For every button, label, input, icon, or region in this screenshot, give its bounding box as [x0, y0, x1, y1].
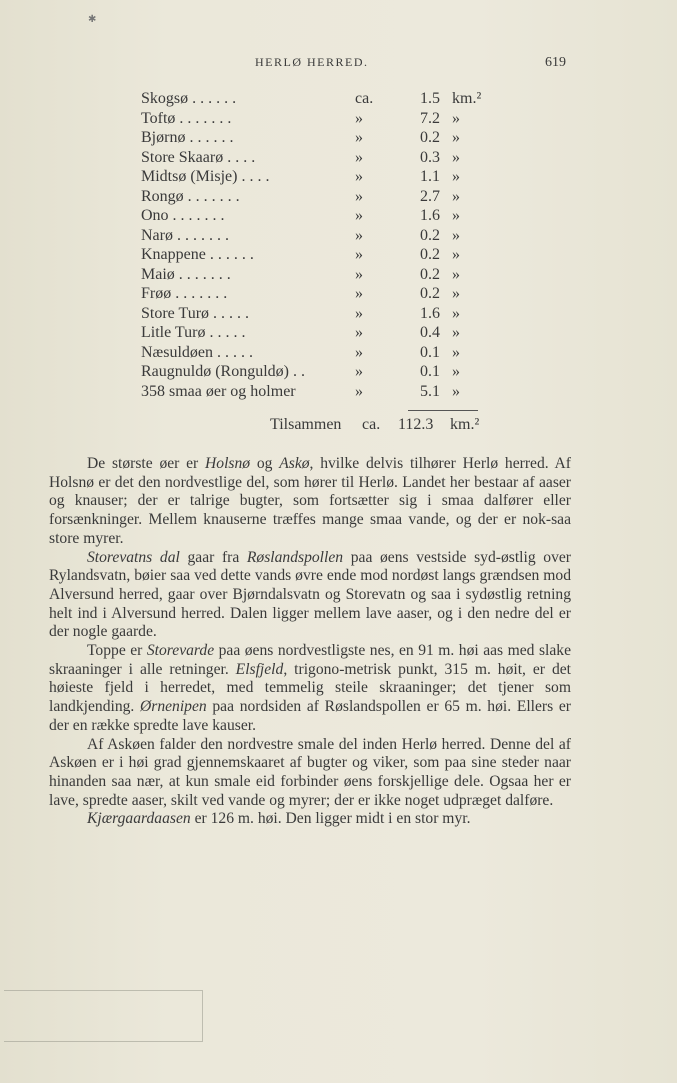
island-row: [0, 129, 677, 149]
island-unit: km.²: [452, 90, 482, 107]
paragraph-text: , trigono-metrisk punkt, 315 m. høit, er det høieste fjeld i herredet, med temmelig steile skraaninger; det tjener som landkjending.: [49, 660, 571, 716]
island-row: [0, 266, 677, 286]
island-row: [0, 383, 677, 403]
island-row: [0, 188, 677, 208]
paragraph-text: paa nordsiden af Røslandspollen er 65 m. høi. Ellers er der en række spredte lave kauser.: [49, 698, 571, 734]
island-area: 0.1: [420, 343, 440, 361]
island-unit: »: [452, 265, 460, 283]
island-area: 0.2: [420, 246, 440, 263]
paragraph-text: paa øens vestside syd-østlig over Rylandsvatn, bøier saa ved dette vands øvre ende mod nordøst langs grændsen mod Alversund herred, gaar over Bjørndalsvatn og Storevatn og saa i sydøstlig retning helt ind i Alversund herred. Dalen ligger mellem lave aaser, og i den nedre del er der nogle gaarde.: [49, 548, 571, 641]
island-area-table: [0, 90, 677, 402]
paragraph-text: Toppe er: [87, 642, 147, 660]
island-unit: »: [452, 246, 460, 263]
island-area: 0.2: [420, 285, 440, 302]
island-ca: »: [355, 168, 363, 185]
paragraph-text: De største øer er: [87, 455, 206, 472]
paragraph: [49, 642, 571, 736]
island-name: Store Skaarø . . . .: [141, 148, 256, 166]
island-name: Maiø . . . . . . .: [141, 265, 231, 283]
island-name: Midtsø (Misje) . . . .: [141, 168, 270, 185]
island-row: [0, 110, 677, 130]
island-area: 0.2: [420, 129, 440, 146]
island-row: [0, 246, 677, 266]
island-area: 0.3: [420, 148, 440, 166]
island-area: 1.5: [420, 90, 440, 107]
island-ca: »: [355, 285, 363, 302]
place-name: Kjærgaardaasen: [87, 810, 191, 828]
body-text: [49, 455, 571, 829]
island-unit: »: [452, 226, 460, 244]
island-name: Bjørnø . . . . . .: [141, 129, 234, 146]
paragraph: [49, 549, 571, 643]
island-unit: »: [452, 343, 460, 361]
island-area: 7.2: [420, 109, 440, 127]
island-area: 0.4: [420, 324, 440, 341]
island-row: [0, 168, 677, 188]
paragraph: [49, 736, 571, 811]
island-name: Knappene . . . . . .: [141, 246, 254, 263]
island-row: [0, 324, 677, 344]
place-name: Ørnenipen: [140, 698, 207, 716]
paragraph-text: er 126 m. høi. Den ligger midt i en stor myr.: [190, 810, 471, 828]
island-ca: »: [355, 343, 363, 361]
paragraph-text: og: [250, 455, 280, 472]
island-area: 2.7: [420, 187, 440, 205]
place-name: Storevarde: [146, 642, 215, 660]
island-unit: »: [452, 187, 460, 205]
island-area: 0.1: [420, 363, 440, 380]
island-ca: ca.: [355, 90, 374, 107]
island-area: 1.6: [420, 207, 440, 224]
place-name: Holsnø: [205, 455, 251, 472]
island-ca: »: [355, 324, 363, 341]
island-row: [0, 90, 677, 110]
running-head: [0, 55, 677, 75]
island-ca: »: [355, 187, 363, 205]
island-name: Ono . . . . . . .: [141, 207, 225, 224]
island-area: 0.2: [420, 226, 440, 244]
island-area: 1.6: [420, 304, 440, 322]
running-head-title: HERLØ HERRED.: [255, 55, 369, 69]
paragraph-text: , hvilke delvis tilhører Herlø herred. Af Holsnø er det den nordvestlige del, som hører til Herlø. Landet her bestaar af aaser og knauser; der er talrige bugter, som fortsætter sig i smaa dalfører eller forsænkninger. Mellem knauserne træffes mange smaa vande, og der er nok-saa store myrer.: [49, 455, 572, 547]
island-unit: »: [452, 285, 460, 302]
island-row: [0, 363, 677, 383]
island-row: [0, 207, 677, 227]
stray-mark: ✱: [88, 14, 97, 25]
island-name: Toftø . . . . . . .: [141, 109, 232, 127]
island-ca: »: [355, 226, 363, 244]
island-ca: »: [355, 207, 363, 224]
island-ca: »: [355, 382, 363, 400]
island-unit: »: [452, 207, 460, 224]
island-area: 0.2: [420, 265, 440, 283]
island-name: Rongø . . . . . . .: [141, 187, 240, 205]
island-name: Næsuldøen . . . . .: [141, 343, 253, 361]
island-unit: »: [452, 109, 460, 127]
paragraph-text: paa øens nordvestligste nes, en 91 m. høi aas med slake skraaninger i alle retninger.: [49, 642, 571, 678]
island-name: Narø . . . . . . .: [141, 226, 229, 244]
island-area: 1.1: [420, 168, 440, 185]
island-ca: »: [355, 148, 363, 166]
island-unit: »: [452, 363, 460, 380]
place-name: Røslandspollen: [246, 548, 344, 566]
sum-rule: [408, 410, 478, 411]
island-unit: »: [452, 324, 460, 341]
island-name: Raugnuldø (Ronguldø) . .: [141, 363, 305, 380]
total-label: Tilsammen: [270, 416, 342, 433]
paragraph: [49, 810, 571, 829]
island-unit: »: [452, 168, 460, 185]
island-unit: »: [452, 304, 460, 322]
place-name: Elsfjeld: [235, 660, 284, 678]
island-ca: »: [355, 265, 363, 283]
paragraph-text: gaar fra: [179, 548, 247, 566]
island-unit: »: [452, 148, 460, 166]
island-unit: »: [452, 129, 460, 146]
place-name: Storevatns dal: [87, 548, 180, 566]
island-name: Frøø . . . . . . .: [141, 285, 228, 302]
paragraph: [49, 455, 571, 549]
page-number: 619: [545, 55, 566, 70]
island-row: [0, 285, 677, 305]
page-edge-shadow: [4, 990, 203, 1042]
island-ca: »: [355, 304, 363, 322]
island-row: [0, 344, 677, 364]
total-ca: ca.: [362, 416, 381, 433]
island-name: Store Turø . . . . .: [141, 304, 250, 322]
total-value: 112.3: [398, 416, 434, 433]
island-unit: »: [452, 382, 460, 400]
paragraph-text: Af Askøen falder den nordvestre smale del inden Herlø herred. Denne del af Askøen er i høi grad gjennemskaaret af bugter og viker, som paa sine steder naar hinanden saa nær, at kun smale eid forbinder øens forskjellige dele. Ogsaa her er lave, spredte aaser, skilt ved vande og myrer; der er ikke noget udpræget dalføre.: [49, 735, 571, 809]
island-ca: »: [355, 109, 363, 127]
total-unit: km.²: [450, 416, 480, 433]
island-row: [0, 305, 677, 325]
island-ca: »: [355, 129, 363, 146]
island-name: 358 smaa øer og holmer: [141, 382, 296, 400]
island-row: [0, 227, 677, 247]
island-ca: »: [355, 246, 363, 263]
island-row: [0, 149, 677, 169]
island-ca: »: [355, 363, 363, 380]
place-name: Askø: [279, 455, 310, 472]
island-name: Litle Turø . . . . .: [141, 324, 246, 341]
island-area: 5.1: [420, 382, 440, 400]
island-name: Skogsø . . . . . .: [141, 90, 237, 107]
